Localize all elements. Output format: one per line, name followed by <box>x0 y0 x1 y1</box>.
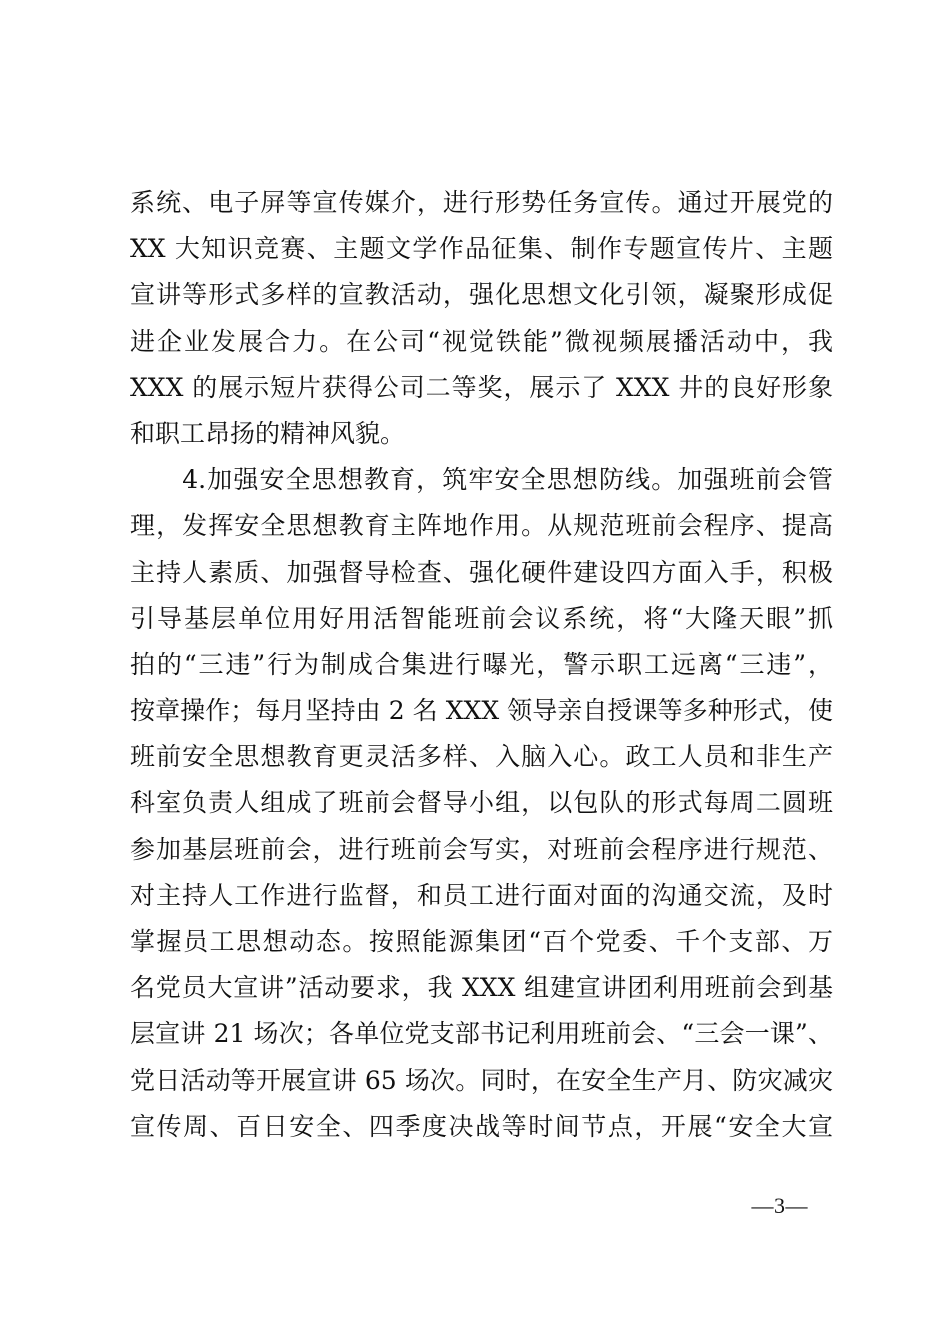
text-line: 系统、电子屏等宣传媒介，进行形势任务宣传。通过开展党的 <box>130 188 833 217</box>
text-line: XX 大知识竞赛、主题文学作品征集、制作专题宣传片、主题 <box>130 234 833 264</box>
page-number: —3— <box>751 1193 808 1218</box>
text-line: 科室负责人组成了班前会督导小组，以包队的形式每周二圆班 <box>130 788 833 818</box>
text-line: 按章操作；每月坚持由 2 名 XXX 领导亲自授课等多种形式，使 <box>130 696 833 726</box>
text-line: 主持人素质、加强督导检查、强化硬件建设四方面入手，积极 <box>130 557 833 587</box>
paragraph-heading-line: 4.加强安全思想教育，筑牢安全思想防线。加强班前会管 <box>130 465 833 495</box>
text-line: 宣讲等形式多样的宣教活动，强化思想文化引领，凝聚形成促 <box>130 280 833 310</box>
text-line: 掌握员工思想动态。按照能源集团“百个党委、千个支部、万 <box>130 927 833 956</box>
text-line: 和职工昂扬的精神风貌。 <box>130 418 406 448</box>
text-line: XXX 的展示短片获得公司二等奖，展示了 XXX 井的良好形象 <box>130 372 833 402</box>
text-line: 名党员大宣讲”活动要求，我 XXX 组建宣讲团利用班前会到基 <box>130 973 833 1003</box>
text-line: 层宣讲 21 场次；各单位党支部书记利用班前会、“三会一课”、 <box>130 1019 833 1049</box>
text-line: 党日活动等开展宣讲 65 场次。同时，在安全生产月、防灾减灾 <box>130 1065 833 1095</box>
text-line: 拍的“三违”行为制成合集进行曝光，警示职工远离“三违”， <box>130 649 833 679</box>
text-line: 参加基层班前会，进行班前会写实，对班前会程序进行规范、 <box>130 834 833 864</box>
document-body <box>130 180 833 1150</box>
text-line: 引导基层单位用好用活智能班前会议系统，将“大隆天眼”抓 <box>130 603 833 633</box>
text-line: 进企业发展合力。在公司“视觉铁能”微视频展播活动中，我 <box>130 326 833 356</box>
text-line: 宣传周、百日安全、四季度决战等时间节点，开展“安全大宣 <box>130 1111 833 1141</box>
text-line: 对主持人工作进行监督，和员工进行面对面的沟通交流，及时 <box>130 880 833 910</box>
text-line: 理，发挥安全思想教育主阵地作用。从规范班前会程序、提高 <box>130 511 833 541</box>
text-line: 班前安全思想教育更灵活多样、入脑入心。政工人员和非生产 <box>130 742 833 772</box>
